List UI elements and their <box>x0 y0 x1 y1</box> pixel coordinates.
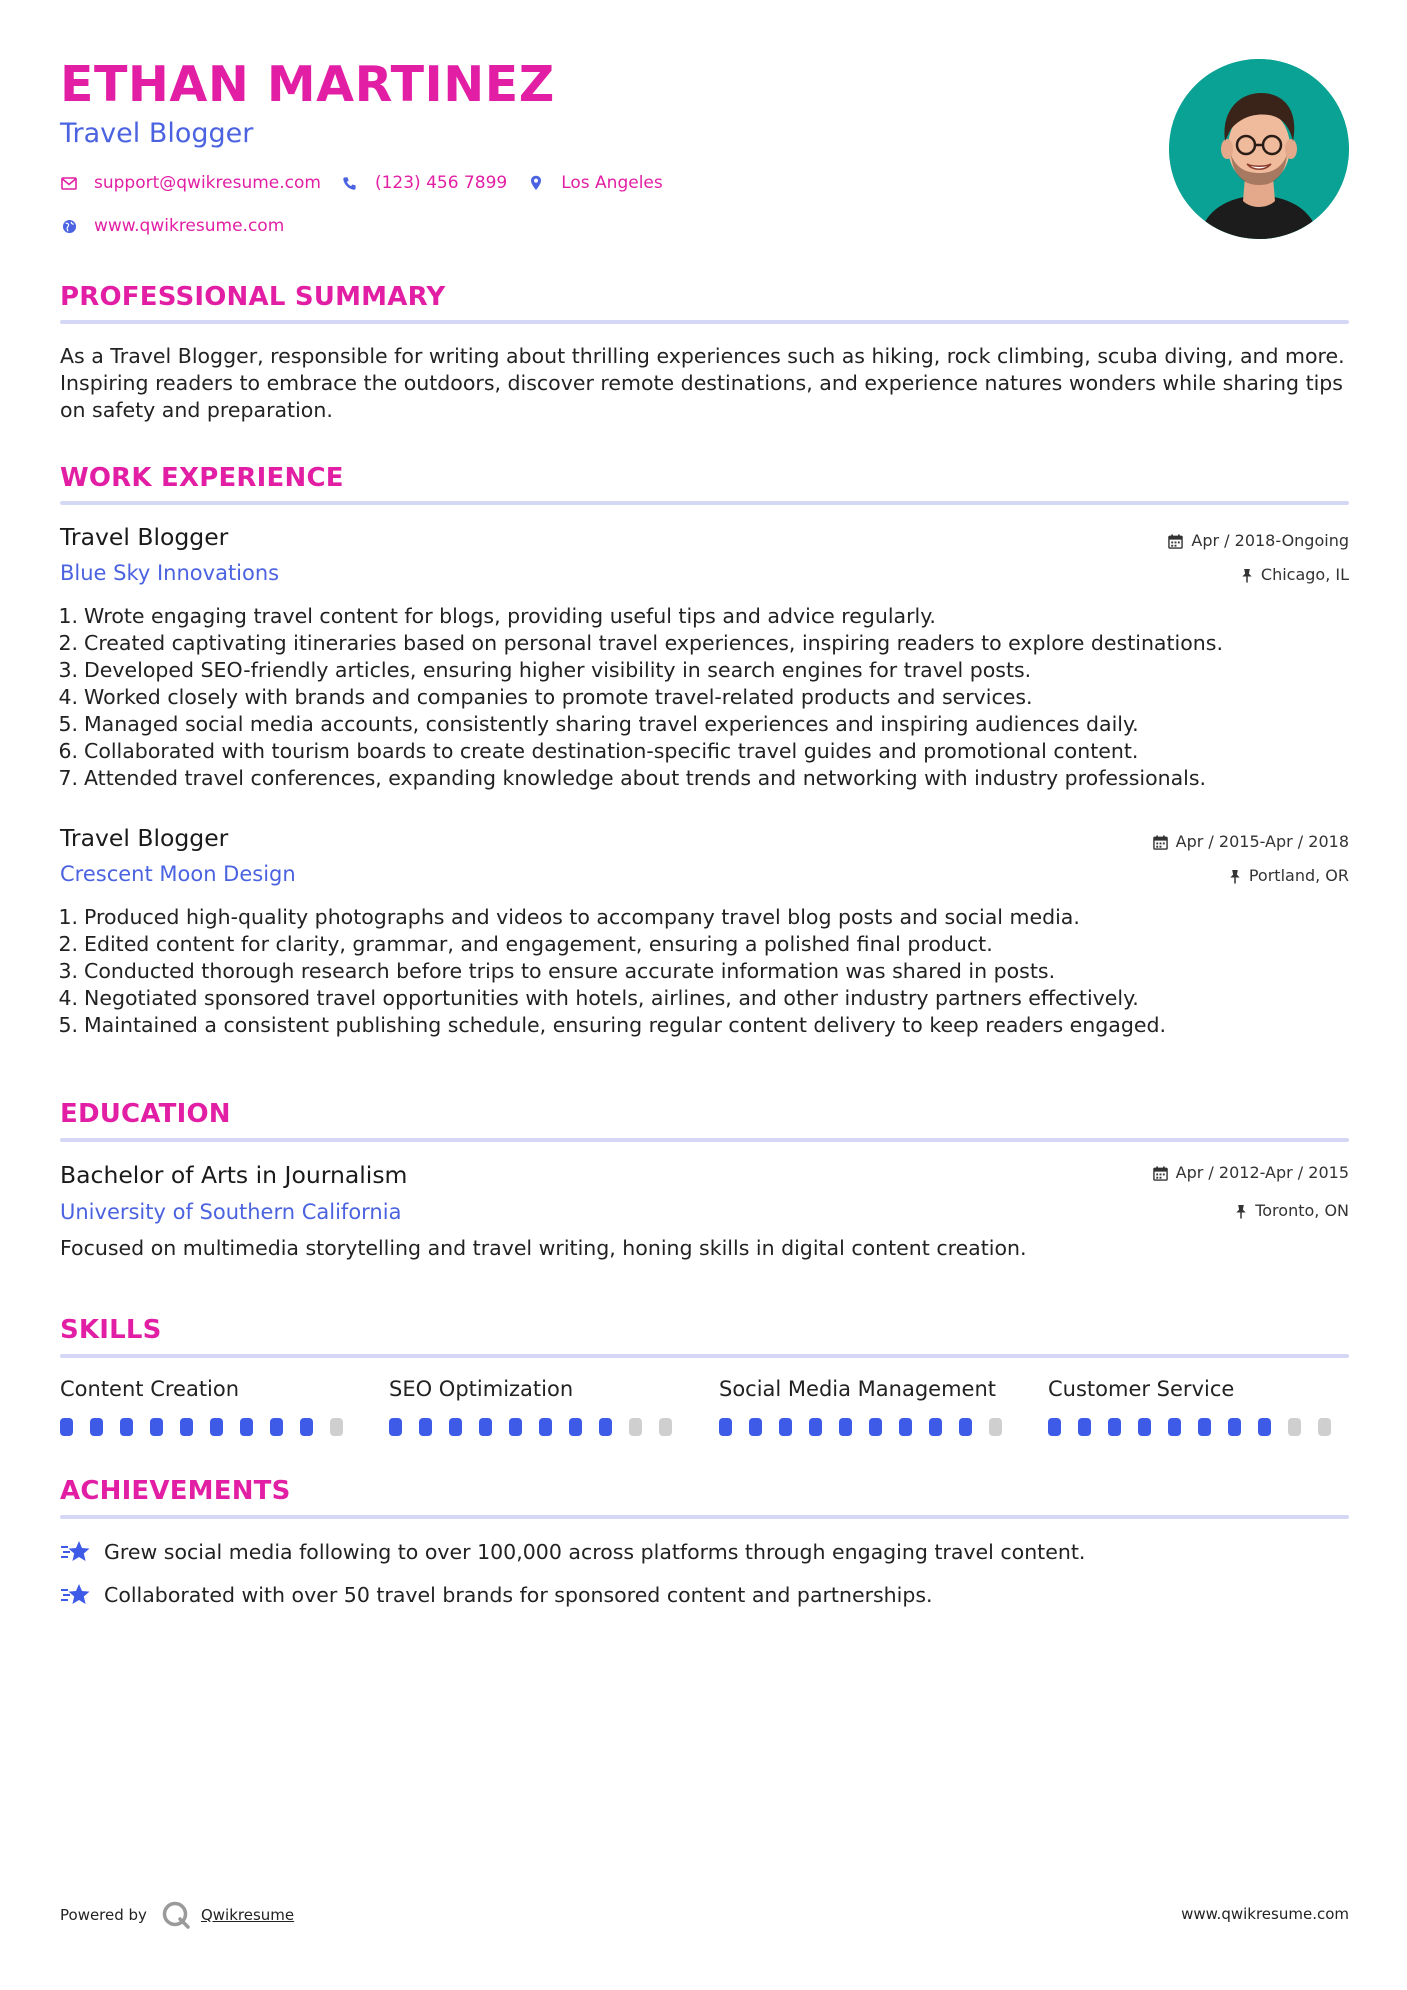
education-heading: EDUCATION <box>60 1099 231 1129</box>
map-pin-icon <box>527 174 545 192</box>
rating-dot-filled <box>1048 1418 1061 1436</box>
education-dates-text: Apr / 2012-Apr / 2015 <box>1175 1163 1349 1182</box>
achievement-text: Grew social media following to over 100,000 across platforms through engaging travel content. <box>104 1540 1086 1564</box>
job-1-dates-text: Apr / 2018-Ongoing <box>1191 531 1349 550</box>
education-divider <box>60 1138 1349 1142</box>
phone-text: (123) 456 7899 <box>374 173 508 193</box>
calendar-icon <box>1168 534 1183 549</box>
calendar-icon <box>1153 835 1168 850</box>
contact-phone[interactable] <box>341 173 507 193</box>
list-item: 2. Edited content for clarity, grammar, and engagement, ensuring a polished final product. <box>58 932 993 956</box>
rating-dot-filled <box>1108 1418 1121 1436</box>
rating-dot-empty <box>659 1418 672 1436</box>
list-item: 6. Collaborated with tourism boards to create destination-specific travel guides and promotional content. <box>58 739 1139 763</box>
shooting-star-icon <box>60 1581 92 1609</box>
candidate-role: Travel Blogger <box>60 118 254 149</box>
rating-dot-empty <box>989 1418 1002 1436</box>
list-item: 5. Maintained a consistent publishing schedule, ensuring regular content delivery to keep readers engaged. <box>58 1013 1166 1037</box>
education-description: Focused on multimedia storytelling and travel writing, honing skills in digital content creation. <box>60 1236 1027 1260</box>
contact-row <box>60 173 683 193</box>
pushpin-icon <box>1241 568 1253 583</box>
location-text: Los Angeles <box>561 173 663 193</box>
rating-dot-filled <box>1198 1418 1211 1436</box>
calendar-icon <box>1153 1166 1168 1181</box>
job-2-location <box>1229 868 1349 884</box>
achievements-divider <box>60 1515 1349 1519</box>
skill-rating <box>719 1418 1019 1436</box>
rating-dot-filled <box>300 1418 313 1436</box>
list-item: 5. Managed social media accounts, consistently sharing travel experiences and inspiring audiences daily. <box>58 712 1139 736</box>
rating-dot-filled <box>869 1418 882 1436</box>
rating-dot-filled <box>270 1418 283 1436</box>
rating-dot-filled <box>120 1418 133 1436</box>
rating-dot-empty <box>1318 1418 1331 1436</box>
skill-label: Social Media Management <box>719 1377 997 1401</box>
skill-seo-optimization <box>389 1379 689 1436</box>
website-row <box>60 216 304 236</box>
education-location-text: Toronto, ON <box>1255 1201 1349 1220</box>
education-degree: Bachelor of Arts in Journalism <box>60 1161 408 1189</box>
rating-dot-filled <box>899 1418 912 1436</box>
rating-dot-filled <box>839 1418 852 1436</box>
rating-dot-filled <box>809 1418 822 1436</box>
rating-dot-filled <box>599 1418 612 1436</box>
skill-social-media-management <box>719 1379 1019 1436</box>
rating-dot-filled <box>1228 1418 1241 1436</box>
rating-dot-filled <box>779 1418 792 1436</box>
pushpin-icon <box>1229 869 1241 884</box>
achievement-item <box>60 1581 933 1609</box>
job-2-dates-text: Apr / 2015-Apr / 2018 <box>1175 832 1349 851</box>
job-1-dates <box>1168 533 1349 549</box>
skill-label: Customer Service <box>1048 1377 1235 1401</box>
job-1-title: Travel Blogger <box>60 523 229 551</box>
skill-rating <box>1048 1418 1348 1436</box>
list-item: 7. Attended travel conferences, expanding knowledge about trends and networking with industry professionals. <box>58 766 1207 790</box>
list-item: 1. Wrote engaging travel content for blogs, providing useful tips and advice regularly. <box>58 604 936 628</box>
rating-dot-filled <box>1258 1418 1271 1436</box>
rating-dot-filled <box>539 1418 552 1436</box>
experience-heading: WORK EXPERIENCE <box>60 463 344 493</box>
rating-dot-filled <box>929 1418 942 1436</box>
rating-dot-filled <box>569 1418 582 1436</box>
rating-dot-filled <box>210 1418 223 1436</box>
job-2-title: Travel Blogger <box>60 824 229 852</box>
rating-dot-filled <box>419 1418 432 1436</box>
envelope-icon <box>60 174 78 192</box>
education-dates <box>1153 1165 1349 1181</box>
skill-content-creation <box>60 1379 360 1436</box>
job-1-bullets <box>54 603 1349 792</box>
rating-dot-filled <box>150 1418 163 1436</box>
contact-website[interactable] <box>60 216 284 236</box>
website-text: www.qwikresume.com <box>94 216 285 236</box>
list-item: 4. Worked closely with brands and companies to promote travel-related products and services. <box>58 685 1033 709</box>
rating-dot-filled <box>90 1418 103 1436</box>
globe-icon <box>60 217 78 235</box>
job-2-company: Crescent Moon Design <box>60 862 296 886</box>
rating-dot-filled <box>1138 1418 1151 1436</box>
list-item: 3. Conducted thorough research before trips to ensure accurate information was shared in posts. <box>58 959 1056 983</box>
skill-label: Content Creation <box>60 1377 240 1401</box>
powered-by-label: Powered by <box>60 1906 147 1924</box>
job-1-location-text: Chicago, IL <box>1260 565 1349 584</box>
email-text: support@qwikresume.com <box>94 173 321 193</box>
job-2-bullets <box>54 904 1349 1039</box>
education-school: University of Southern California <box>60 1200 402 1224</box>
rating-dot-filled <box>180 1418 193 1436</box>
skill-rating <box>389 1418 689 1436</box>
candidate-name: ETHAN MARTINEZ <box>60 56 555 113</box>
contact-location <box>527 173 663 193</box>
rating-dot-empty <box>1288 1418 1301 1436</box>
rating-dot-filled <box>240 1418 253 1436</box>
footer-powered-by <box>60 1900 294 1930</box>
qwikresume-link[interactable]: Qwikresume <box>200 1906 295 1924</box>
list-item: 1. Produced high-quality photographs and videos to accompany travel blog posts and social media. <box>58 905 1080 929</box>
rating-dot-empty <box>330 1418 343 1436</box>
rating-dot-filled <box>60 1418 73 1436</box>
rating-dot-filled <box>509 1418 522 1436</box>
summary-heading: PROFESSIONAL SUMMARY <box>60 282 446 312</box>
pushpin-icon <box>1235 1204 1247 1219</box>
summary-divider <box>60 320 1349 324</box>
rating-dot-filled <box>449 1418 462 1436</box>
shooting-star-icon <box>60 1538 92 1566</box>
experience-divider <box>60 501 1349 505</box>
job-1-company: Blue Sky Innovations <box>60 561 280 585</box>
list-item: 2. Created captivating itineraries based on personal travel experiences, inspiring readers to explore destinations. <box>58 631 1223 655</box>
rating-dot-empty <box>629 1418 642 1436</box>
rating-dot-filled <box>479 1418 492 1436</box>
rating-dot-filled <box>389 1418 402 1436</box>
job-2-dates <box>1153 834 1349 850</box>
skill-customer-service <box>1048 1379 1348 1436</box>
contact-email[interactable] <box>60 173 321 193</box>
rating-dot-filled <box>1168 1418 1181 1436</box>
achievement-text: Collaborated with over 50 travel brands for sponsored content and partnerships. <box>104 1583 933 1607</box>
achievement-item <box>60 1538 1085 1566</box>
rating-dot-filled <box>959 1418 972 1436</box>
summary-text: As a Travel Blogger, responsible for writing about thrilling experiences such as hiking, rock climbing, scuba diving, and more. Inspiring readers to embrace the outdoors, discover remote destinations, and experience natures wonders while sharing tips on safety and preparation. <box>60 344 1345 422</box>
job-1-location <box>1241 567 1349 583</box>
profile-photo <box>1169 59 1349 239</box>
skill-rating <box>60 1418 360 1436</box>
education-location <box>1235 1203 1349 1219</box>
skill-label: SEO Optimization <box>389 1377 574 1401</box>
qwikresume-logo-icon <box>161 1900 191 1930</box>
skills-divider <box>60 1354 1349 1358</box>
list-item: 3. Developed SEO-friendly articles, ensuring higher visibility in search engines for travel posts. <box>58 658 1032 682</box>
achievements-heading: ACHIEVEMENTS <box>60 1476 291 1506</box>
list-item: 4. Negotiated sponsored travel opportunities with hotels, airlines, and other industry partners effectively. <box>58 986 1139 1010</box>
job-2-location-text: Portland, OR <box>1248 866 1349 885</box>
skills-heading: SKILLS <box>60 1315 162 1345</box>
footer-site[interactable]: www.qwikresume.com <box>1181 1905 1349 1923</box>
rating-dot-filled <box>749 1418 762 1436</box>
rating-dot-filled <box>719 1418 732 1436</box>
phone-icon <box>341 174 359 192</box>
rating-dot-filled <box>1078 1418 1091 1436</box>
